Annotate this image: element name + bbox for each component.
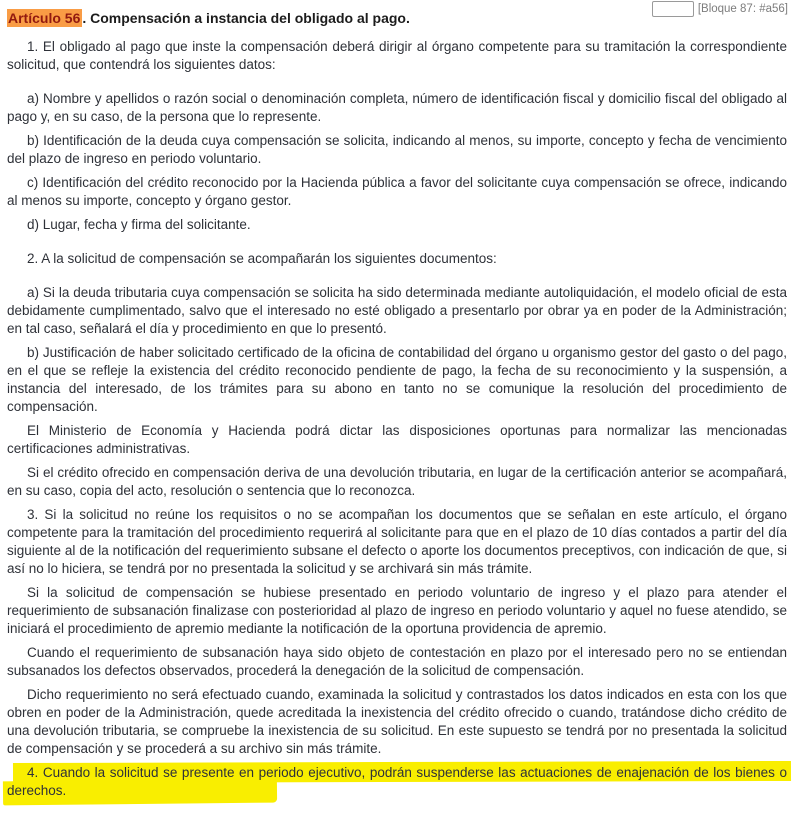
paragraph: 1. El obligado al pago que inste la compensación deberá dirigir al órgano competente para su tramitación la correspondiente solicitud, que contendrá los siguientes datos:	[7, 39, 787, 72]
article-number-highlighted: Artículo 56	[8, 10, 81, 26]
paragraph-text: 4. Cuando la solicitud se presente en periodo ejecutivo, podrán suspenderse las actuaciones de enajenación de los bienes o derechos.	[7, 765, 787, 798]
paragraph: 2. A la solicitud de compensación se acompañarán los siguientes documentos:	[27, 251, 497, 266]
paragraph: 3. Si la solicitud no reúne los requisitos o no se acompañan los documentos que se señalan en este artículo, el órgano competente para la tramitación del procedimiento requerirá al solicitante para que en el plazo de 10 días contados a partir del día siguiente al de la notificación del requerimiento subsane el defecto o aporte los documentos preceptivos, con indicación de que, si así no lo hiciera, se tendrá por no presentada la solicitud y se archivará sin más trámite.	[7, 507, 787, 576]
block-ref-label[interactable]: [Bloque 87: #a56]	[697, 3, 788, 15]
block-reference	[652, 1, 788, 17]
paragraph: c) Identificación del crédito reconocido por la Hacienda pública a favor del solicitante cuya compensación se ofrece, indicando al menos su importe, concepto y órgano gestor.	[7, 175, 787, 208]
paragraph: b) Justificación de haber solicitado certificado de la oficina de contabilidad del órgano u organismo gestor del gasto o del pago, en el que se refleje la existencia del crédito reconocido pendiente de pago, la fecha de su reconocimiento y la suspensión, a instancia del interesado, de los trámites para su abono en tanto no se comunique la resolución del procedimiento de compensación.	[7, 345, 787, 414]
paragraph: Si el crédito ofrecido en compensación deriva de una devolución tributaria, en lugar de la certificación anterior se acompañará, en su caso, copia del acto, resolución o sentencia que lo reconozca.	[7, 465, 787, 498]
article-title: . Compensación a instancia del obligado al pago.	[82, 10, 410, 26]
paragraph: a) Si la deuda tributaria cuya compensación se solicita ha sido determinada mediante autoliquidación, el modelo oficial de esta debidamente cumplimentado, salvo que el interesado no esté obligado a presentarlo por obrar ya en poder de la Administración; en tal caso, señalará el día y procedimiento en que lo presentó.	[7, 285, 787, 336]
paragraph: a) Nombre y apellidos o razón social o denominación completa, número de identificación fiscal y domicilio fiscal del obligado al pago y, en su caso, de la persona que lo represente.	[7, 91, 787, 124]
document-page	[0, 3, 794, 800]
paragraph-highlighted	[7, 764, 787, 800]
paragraph: Dicho requerimiento no será efectuado cuando, examinada la solicitud y contrastados los datos indicados en esta con los que obren en poder de la Administración, quede acreditada la inexistencia del crédito ofrecido o cuando, tratándose dicho crédito de una devolución tributaria, se compruebe la inexistencia de su solicitud. En este supuesto se tendrá por no presentada la solicitud de compensación y se procederá a su archivo sin más trámite.	[7, 687, 787, 756]
article-body	[7, 38, 787, 800]
paragraph: El Ministerio de Economía y Hacienda podrá dictar las disposiciones oportunas para normalizar las mencionadas certificaciones administrativas.	[7, 423, 787, 456]
paragraph: d) Lugar, fecha y firma del solicitante.	[27, 217, 251, 232]
block-select-checkbox[interactable]	[652, 1, 694, 17]
paragraph: Si la solicitud de compensación se hubiese presentado en periodo voluntario de ingreso y el plazo para atender el requerimiento de subsanación finalizase con posterioridad al plazo de ingreso en periodo voluntario y aquel no fuese atendido, se iniciará el procedimiento de apremio mediante la notificación de la oportuna providencia de apremio.	[7, 585, 787, 636]
paragraph: b) Identificación de la deuda cuya compensación se solicita, indicando al menos, su importe, concepto y fecha de vencimiento del plazo de ingreso en periodo voluntario.	[7, 133, 787, 166]
paragraph: Cuando el requerimiento de subsanación haya sido objeto de contestación en plazo por el interesado pero no se entiendan subsanados los defectos observados, procederá la denegación de la solicitud de compensación.	[7, 645, 787, 678]
